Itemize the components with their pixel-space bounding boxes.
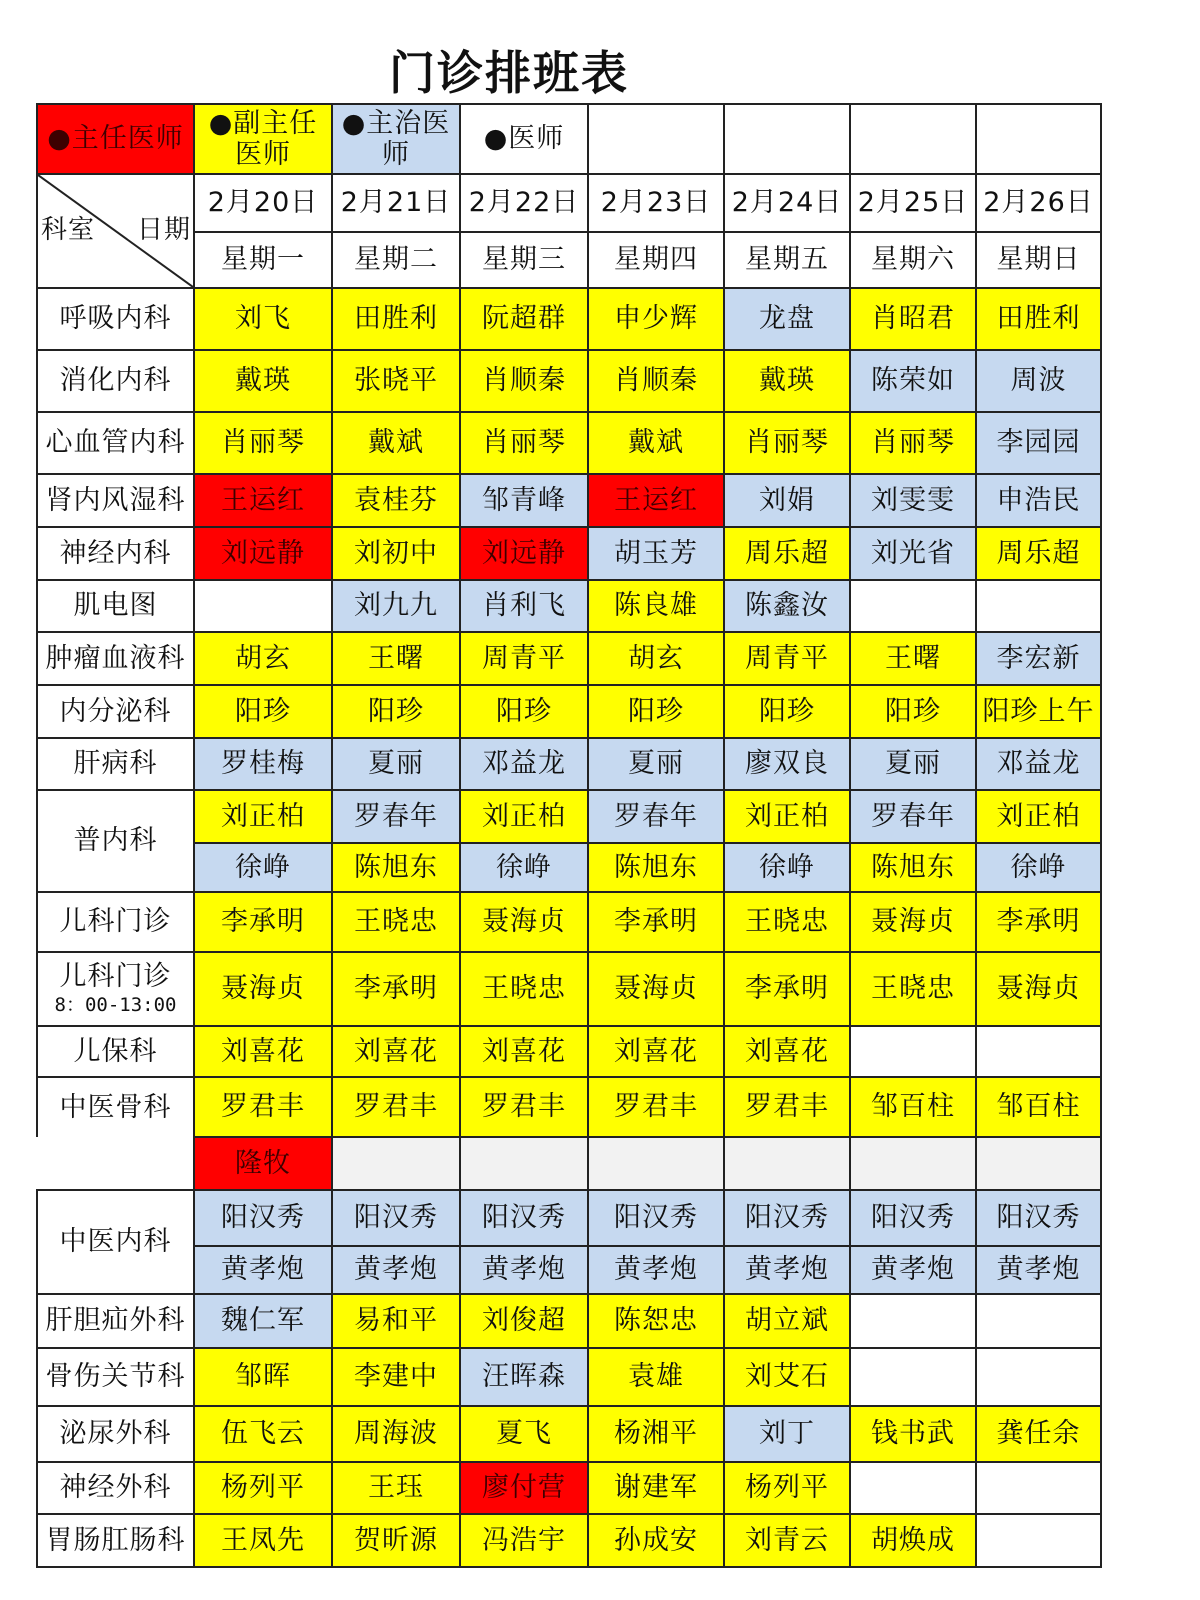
empty-cell: [850, 580, 976, 632]
doctor-cell: 阳汉秀: [850, 1190, 976, 1246]
schedule-row: [37, 412, 1101, 474]
schedule-row: [37, 1348, 1101, 1406]
schedule-row: [37, 685, 1101, 738]
doctor-cell: 申少辉: [588, 288, 724, 350]
schedule-row: [37, 632, 1101, 685]
doctor-cell: 黄孝炮: [588, 1246, 724, 1294]
doctor-cell: 黄孝炮: [724, 1246, 850, 1294]
doctor-cell: 王曙: [850, 632, 976, 685]
doctor-cell: 肖丽琴: [460, 412, 588, 474]
doctor-cell: 伍飞云: [194, 1406, 332, 1462]
doctor-cell: 谢建军: [588, 1462, 724, 1514]
date-header: 2月20日: [194, 174, 332, 232]
department-cell: [37, 632, 194, 685]
empty-cell: [976, 1026, 1101, 1077]
empty-cell: [976, 1137, 1101, 1190]
schedule-row: [37, 1026, 1101, 1077]
doctor-cell: 陈旭东: [850, 843, 976, 892]
department-name: 泌尿外科: [59, 1418, 172, 1450]
doctor-cell: 袁雄: [588, 1348, 724, 1406]
doctor-cell: 钱书武: [850, 1406, 976, 1462]
department-name: 骨伤关节科: [45, 1361, 186, 1393]
empty-cell: [976, 1514, 1101, 1567]
weekday-header: 星期一: [194, 232, 332, 288]
doctor-cell: 夏丽: [588, 738, 724, 790]
department-cell: [37, 790, 194, 892]
legend-blank: [724, 104, 850, 174]
doctor-cell: 陈良雄: [588, 580, 724, 632]
department-cell: [37, 1462, 194, 1514]
doctor-cell: 阳珍: [588, 685, 724, 738]
doctor-cell: 戴瑛: [724, 350, 850, 412]
empty-cell: [976, 1294, 1101, 1348]
schedule-row: [37, 1406, 1101, 1462]
empty-cell: [724, 1137, 850, 1190]
schedule-header: [37, 104, 1101, 288]
doctor-cell: 戴斌: [588, 412, 724, 474]
weekday-row: [37, 232, 1101, 288]
department-cell: [37, 1406, 194, 1462]
doctor-cell: 刘正柏: [724, 790, 850, 843]
doctor-cell: 聂海贞: [976, 952, 1101, 1026]
doctor-cell: 阳汉秀: [588, 1190, 724, 1246]
doctor-cell: 邓益龙: [460, 738, 588, 790]
empty-cell: [850, 1348, 976, 1406]
department-cell: [37, 1190, 194, 1294]
doctor-cell: 廖付营: [460, 1462, 588, 1514]
department-cell: [37, 412, 194, 474]
page-title: 门诊排班表: [389, 46, 629, 100]
doctor-cell: 刘青云: [724, 1514, 850, 1567]
doctor-cell: 徐峥: [460, 843, 588, 892]
doctor-cell: 刘喜花: [588, 1026, 724, 1077]
legend-attending-physician: ●主治医师: [332, 104, 460, 174]
doctor-cell: 王运红: [588, 474, 724, 527]
doctor-cell: 罗君丰: [194, 1077, 332, 1137]
department-cell: [37, 580, 194, 632]
doctor-cell: 田胜利: [332, 288, 460, 350]
date-header: 2月22日: [460, 174, 588, 232]
empty-cell: [976, 1348, 1101, 1406]
doctor-cell: 肖顺秦: [460, 350, 588, 412]
date-row: [37, 174, 1101, 232]
department-cell: [37, 474, 194, 527]
doctor-cell: 周乐超: [976, 527, 1101, 580]
doctor-cell: 阳珍: [724, 685, 850, 738]
department-name: 中医内科: [59, 1226, 172, 1258]
doctor-cell: 罗春年: [850, 790, 976, 843]
doctor-cell: 陈荣如: [850, 350, 976, 412]
schedule-row: [37, 1077, 1101, 1137]
doctor-cell: 刘远静: [194, 527, 332, 580]
department-cell: [37, 527, 194, 580]
doctor-cell: 肖顺秦: [588, 350, 724, 412]
doctor-cell: 罗春年: [332, 790, 460, 843]
doctor-cell: 肖利飞: [460, 580, 588, 632]
date-header: 2月25日: [850, 174, 976, 232]
date-header: 2月26日: [976, 174, 1101, 232]
doctor-cell: 阳汉秀: [724, 1190, 850, 1246]
department-cell: [37, 892, 194, 952]
weekday-header: 星期三: [460, 232, 588, 288]
schedule-row: [37, 790, 1101, 843]
legend-chief-physician: ●主任医师: [37, 104, 194, 174]
department-name: 胃肠肛肠科: [45, 1524, 186, 1556]
empty-cell: [194, 580, 332, 632]
doctor-cell: 刘娟: [724, 474, 850, 527]
weekday-header: 星期二: [332, 232, 460, 288]
department-hours: 8：00-13:00: [54, 993, 177, 1016]
doctor-cell: 罗君丰: [724, 1077, 850, 1137]
doctor-cell: 孙成安: [588, 1514, 724, 1567]
doctor-cell: 刘正柏: [194, 790, 332, 843]
department-name: 肿瘤血液科: [45, 642, 186, 674]
weekday-header: 星期四: [588, 232, 724, 288]
doctor-cell: 李承明: [976, 892, 1101, 952]
date-header: 2月24日: [724, 174, 850, 232]
doctor-cell: 聂海贞: [588, 952, 724, 1026]
doctor-cell: 龙盘: [724, 288, 850, 350]
department-name: 消化内科: [59, 365, 172, 397]
department-name: 肾内风湿科: [45, 484, 186, 516]
doctor-cell: 周乐超: [724, 527, 850, 580]
doctor-cell: 阳珍: [850, 685, 976, 738]
doctor-cell: 隆牧: [194, 1137, 332, 1190]
doctor-cell: 周青平: [460, 632, 588, 685]
schedule-row: [37, 892, 1101, 952]
department-name: 儿科门诊: [59, 906, 172, 938]
doctor-cell: 阳汉秀: [976, 1190, 1101, 1246]
department-cell: [37, 685, 194, 738]
doctor-cell: 徐峥: [194, 843, 332, 892]
doctor-cell: 王运红: [194, 474, 332, 527]
doctor-cell: 戴斌: [332, 412, 460, 474]
doctor-cell: 陈恕忠: [588, 1294, 724, 1348]
doctor-cell: 李宏新: [976, 632, 1101, 685]
doctor-cell: 阳汉秀: [332, 1190, 460, 1246]
doctor-cell: 邓益龙: [976, 738, 1101, 790]
department-cell: [37, 1294, 194, 1348]
doctor-cell: 陈旭东: [332, 843, 460, 892]
doctor-cell: 刘艾石: [724, 1348, 850, 1406]
schedule-row: [37, 1137, 1101, 1190]
weekday-header: 星期六: [850, 232, 976, 288]
department-cell: [37, 738, 194, 790]
department-name: 肌电图: [73, 590, 158, 622]
doctor-cell: 胡玄: [194, 632, 332, 685]
doctor-cell: 夏丽: [850, 738, 976, 790]
legend-blank: [976, 104, 1101, 174]
doctor-cell: 王晓忠: [460, 952, 588, 1026]
department-cell: [37, 952, 194, 1026]
corner-header: [37, 174, 194, 288]
doctor-cell: 阮超群: [460, 288, 588, 350]
schedule-row: [37, 1190, 1101, 1246]
department-name: 儿保科: [73, 1035, 158, 1067]
doctor-cell: 阳珍: [332, 685, 460, 738]
doctor-cell: 刘初中: [332, 527, 460, 580]
doctor-cell: 徐峥: [724, 843, 850, 892]
doctor-cell: 杨列平: [724, 1462, 850, 1514]
department-cell: [37, 1514, 194, 1567]
weekday-header: 星期五: [724, 232, 850, 288]
doctor-cell: 魏仁军: [194, 1294, 332, 1348]
doctor-cell: 肖丽琴: [194, 412, 332, 474]
schedule-row: [37, 952, 1101, 1026]
doctor-cell: 黄孝炮: [194, 1246, 332, 1294]
doctor-cell: 黄孝炮: [332, 1246, 460, 1294]
doctor-cell: 夏飞: [460, 1406, 588, 1462]
department-name: 呼吸内科: [59, 303, 172, 335]
doctor-cell: 戴瑛: [194, 350, 332, 412]
department-name: 心血管内科: [45, 427, 186, 459]
department-axis-label: 科室: [41, 215, 96, 245]
doctor-cell: 罗君丰: [460, 1077, 588, 1137]
doctor-cell: 邹百柱: [850, 1077, 976, 1137]
doctor-cell: 罗君丰: [588, 1077, 724, 1137]
doctor-cell: 刘俊超: [460, 1294, 588, 1348]
department-name: 神经内科: [59, 537, 172, 569]
department-name: 普内科: [73, 825, 158, 857]
doctor-cell: 刘飞: [194, 288, 332, 350]
department-name: 肝胆疝外科: [45, 1305, 186, 1337]
doctor-cell: 阳珍: [194, 685, 332, 738]
doctor-cell: 周青平: [724, 632, 850, 685]
doctor-cell: 罗桂梅: [194, 738, 332, 790]
schedule-row: [37, 738, 1101, 790]
doctor-cell: 王晓忠: [332, 892, 460, 952]
date-axis-label: 日期: [136, 215, 191, 245]
doctor-cell: 刘九九: [332, 580, 460, 632]
doctor-cell: 刘喜花: [332, 1026, 460, 1077]
schedule-row: [37, 843, 1101, 892]
doctor-cell: 黄孝炮: [976, 1246, 1101, 1294]
doctor-cell: 罗春年: [588, 790, 724, 843]
blank-department-cell: [37, 1137, 194, 1190]
doctor-cell: 王珏: [332, 1462, 460, 1514]
schedule-table: [36, 103, 1102, 1568]
schedule-row: [37, 1462, 1101, 1514]
empty-cell: [460, 1137, 588, 1190]
doctor-cell: 刘光省: [850, 527, 976, 580]
doctor-cell: 陈鑫汝: [724, 580, 850, 632]
doctor-cell: 刘丁: [724, 1406, 850, 1462]
doctor-cell: 李建中: [332, 1348, 460, 1406]
doctor-cell: 易和平: [332, 1294, 460, 1348]
empty-cell: [850, 1137, 976, 1190]
doctor-cell: 胡立斌: [724, 1294, 850, 1348]
weekday-header: 星期日: [976, 232, 1101, 288]
doctor-cell: 周波: [976, 350, 1101, 412]
doctor-cell: 王曙: [332, 632, 460, 685]
doctor-cell: 肖丽琴: [724, 412, 850, 474]
doctor-cell: 邹百柱: [976, 1077, 1101, 1137]
doctor-cell: 胡玄: [588, 632, 724, 685]
doctor-cell: 罗君丰: [332, 1077, 460, 1137]
doctor-cell: 阳珍: [460, 685, 588, 738]
doctor-cell: 李承明: [194, 892, 332, 952]
empty-cell: [850, 1462, 976, 1514]
schedule-body: [37, 288, 1101, 1567]
doctor-cell: 杨列平: [194, 1462, 332, 1514]
doctor-cell: 汪晖森: [460, 1348, 588, 1406]
empty-cell: [976, 1462, 1101, 1514]
schedule-row: [37, 580, 1101, 632]
doctor-cell: 袁桂芬: [332, 474, 460, 527]
doctor-cell: 邹晖: [194, 1348, 332, 1406]
schedule-row: [37, 527, 1101, 580]
empty-cell: [588, 1137, 724, 1190]
schedule-row: [37, 1294, 1101, 1348]
date-header: 2月21日: [332, 174, 460, 232]
doctor-cell: 徐峥: [976, 843, 1101, 892]
department-cell: [37, 350, 194, 412]
empty-cell: [332, 1137, 460, 1190]
doctor-cell: 龚任余: [976, 1406, 1101, 1462]
doctor-cell: 阳汉秀: [460, 1190, 588, 1246]
schedule-row: [37, 474, 1101, 527]
doctor-cell: 申浩民: [976, 474, 1101, 527]
doctor-cell: 阳珍上午: [976, 685, 1101, 738]
doctor-cell: 李承明: [724, 952, 850, 1026]
doctor-cell: 王晓忠: [724, 892, 850, 952]
empty-cell: [850, 1026, 976, 1077]
legend-blank: [850, 104, 976, 174]
doctor-cell: 张晓平: [332, 350, 460, 412]
doctor-cell: 聂海贞: [850, 892, 976, 952]
department-name: 内分泌科: [59, 695, 172, 727]
doctor-cell: 冯浩宇: [460, 1514, 588, 1567]
doctor-cell: 夏丽: [332, 738, 460, 790]
doctor-cell: 肖昭君: [850, 288, 976, 350]
legend-associate-chief-physician: ●副主任医师: [194, 104, 332, 174]
legend-row: [37, 104, 1101, 174]
doctor-cell: 廖双良: [724, 738, 850, 790]
doctor-cell: 胡玉芳: [588, 527, 724, 580]
department-name: 儿科门诊: [59, 961, 172, 993]
doctor-cell: 刘雯雯: [850, 474, 976, 527]
doctor-cell: 刘喜花: [194, 1026, 332, 1077]
doctor-cell: 胡焕成: [850, 1514, 976, 1567]
doctor-cell: 李承明: [588, 892, 724, 952]
empty-cell: [850, 1294, 976, 1348]
department-name: 神经外科: [59, 1472, 172, 1504]
schedule-row: [37, 288, 1101, 350]
legend-blank: [588, 104, 724, 174]
doctor-cell: 李承明: [332, 952, 460, 1026]
schedule-row: [37, 1514, 1101, 1567]
doctor-cell: 聂海贞: [194, 952, 332, 1026]
doctor-cell: 刘远静: [460, 527, 588, 580]
schedule-row: [37, 350, 1101, 412]
doctor-cell: 杨湘平: [588, 1406, 724, 1462]
doctor-cell: 刘正柏: [976, 790, 1101, 843]
empty-cell: [976, 580, 1101, 632]
doctor-cell: 贺昕源: [332, 1514, 460, 1567]
doctor-cell: 聂海贞: [460, 892, 588, 952]
doctor-cell: 黄孝炮: [850, 1246, 976, 1294]
department-cell: [37, 288, 194, 350]
department-name: 肝病科: [73, 748, 158, 780]
department-cell: [37, 1026, 194, 1077]
doctor-cell: 田胜利: [976, 288, 1101, 350]
doctor-cell: 黄孝炮: [460, 1246, 588, 1294]
doctor-cell: 刘喜花: [724, 1026, 850, 1077]
department-cell: [37, 1348, 194, 1406]
doctor-cell: 阳汉秀: [194, 1190, 332, 1246]
department-cell: [37, 1077, 194, 1137]
schedule-row: [37, 1246, 1101, 1294]
doctor-cell: 刘喜花: [460, 1026, 588, 1077]
doctor-cell: 王晓忠: [850, 952, 976, 1026]
doctor-cell: 王凤先: [194, 1514, 332, 1567]
doctor-cell: 邹青峰: [460, 474, 588, 527]
doctor-cell: 李园园: [976, 412, 1101, 474]
doctor-cell: 周海波: [332, 1406, 460, 1462]
doctor-cell: 陈旭东: [588, 843, 724, 892]
doctor-cell: 肖丽琴: [850, 412, 976, 474]
date-header: 2月23日: [588, 174, 724, 232]
legend-physician: ●医师: [460, 104, 588, 174]
doctor-cell: 刘正柏: [460, 790, 588, 843]
department-name: 中医骨科: [59, 1091, 172, 1123]
